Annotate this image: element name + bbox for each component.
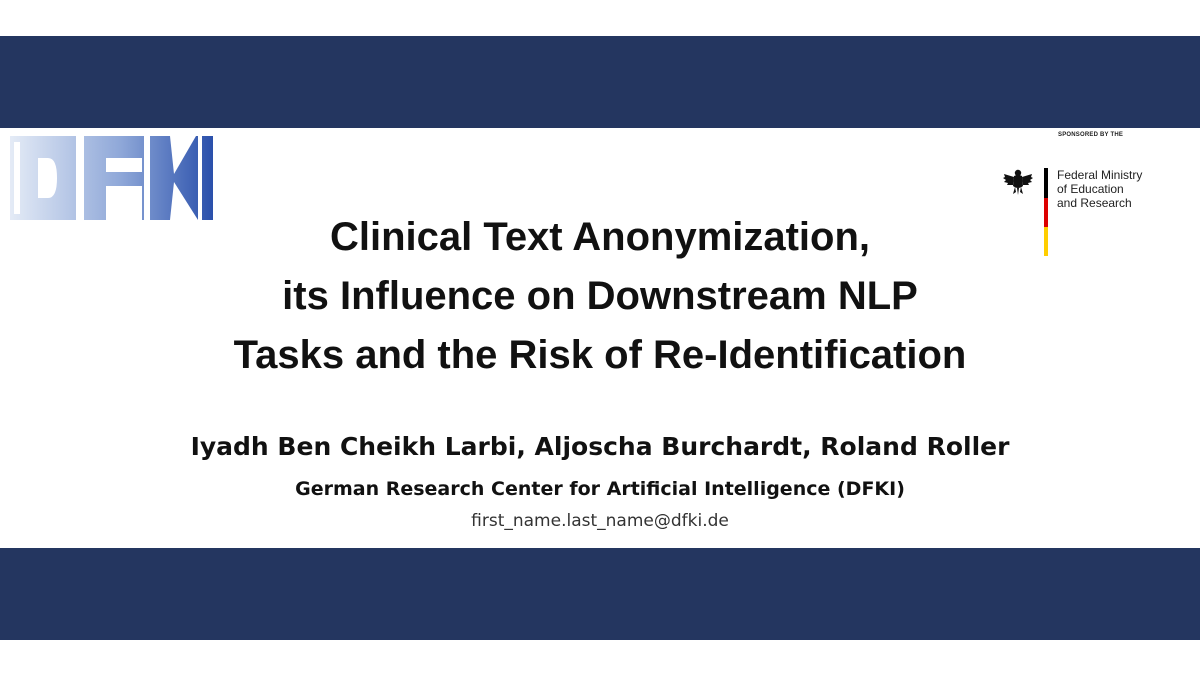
title-line: Clinical Text Anonymization, [329,215,871,259]
sponsor-caption: SPONSORED BY THE [1058,132,1124,138]
federal-eagle-icon [1002,166,1034,198]
author-list: Iyadh Ben Cheikh Larbi, Aljoscha Burchardt, Roland Roller [190,432,1010,461]
bottom-banner [0,548,1200,640]
affiliation: German Research Center for Artificial Intelligence (DFKI) [295,478,905,500]
top-banner [0,36,1200,128]
title-line: its Influence on Downstream NLP [282,274,918,318]
title-line: Tasks and the Risk of Re-Identification [233,333,967,377]
slide-title [100,208,1100,385]
contact-email: first_name.last_name@dfki.de [471,511,729,531]
ministry-line: Federal Ministry [1057,168,1143,182]
ministry-line: of Education [1057,182,1124,196]
ministry-name [1057,168,1177,210]
ministry-line: and Research [1057,196,1132,210]
